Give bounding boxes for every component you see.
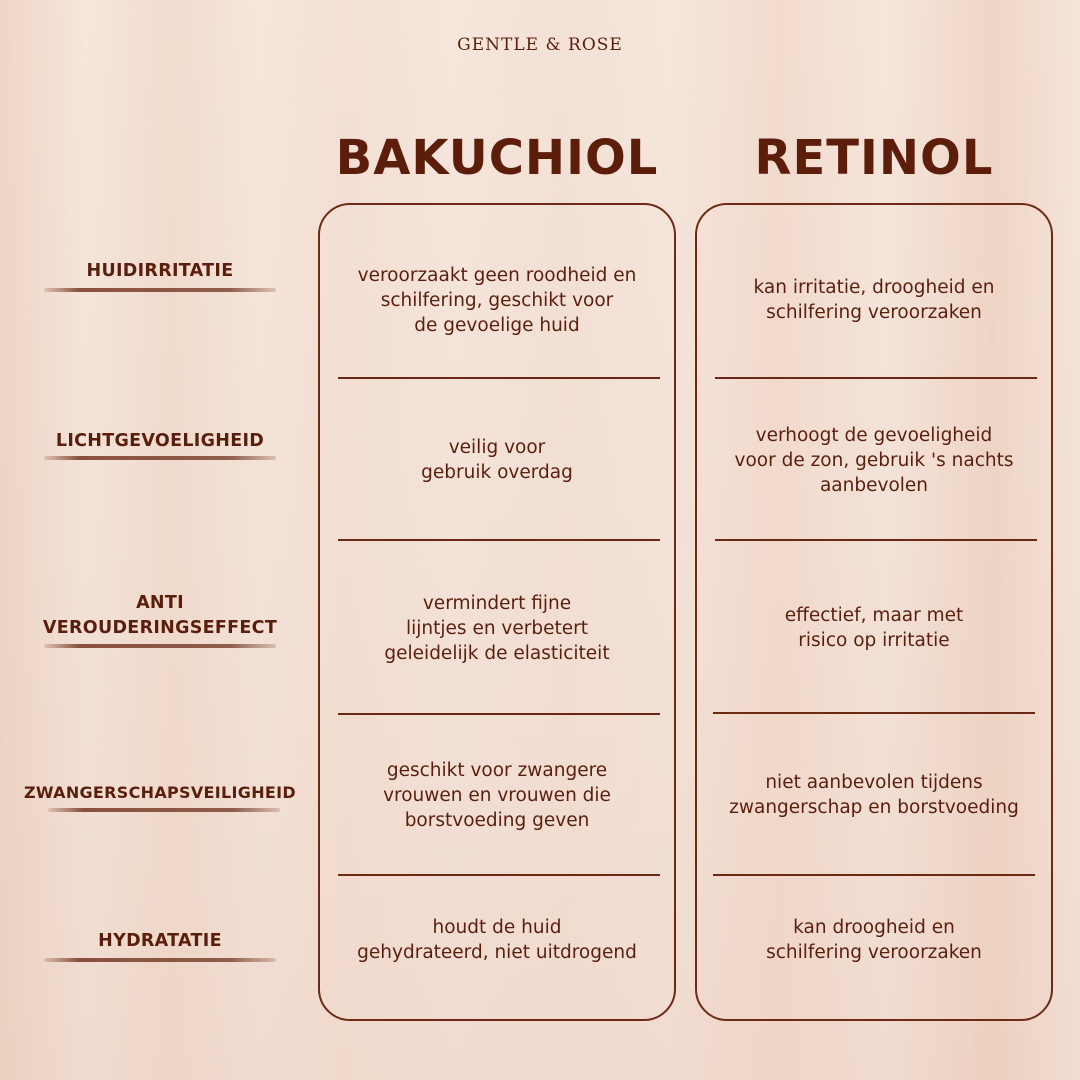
bakuchiol-cell-anti-veroudering: vermindert fijne lijntjes en verbetert geleidelijk de elasticiteit — [384, 592, 610, 664]
retinol-cell-zwangerschap: niet aanbevolen tijdens zwangerschap en borstvoeding — [729, 772, 1019, 818]
bakuchiol-cell-huidirritatie: veroorzaakt geen roodheid en schilfering, geschikt voor de gevoelige huid — [357, 264, 637, 336]
retinol-cell-huidirritatie: kan irritatie, droogheid en schilfering veroorzaken — [753, 277, 995, 323]
label-underline-stroke — [48, 808, 280, 812]
retinol-column-title: RETINOL — [754, 130, 994, 186]
bakuchiol-cell-lichtgevoeligheid: veilig voor gebruik overdag — [421, 437, 573, 483]
row-label-lichtgevoeligheid: LICHTGEVOELIGHEID — [55, 431, 265, 451]
retinol-cell-hydratatie: kan droogheid en schilfering veroorzaken — [766, 917, 982, 963]
retinol-cell-anti-veroudering: effectief, maar met risico op irritatie — [784, 605, 964, 651]
retinol-panel — [695, 203, 1053, 1021]
row-label-anti-verouderingseffect: ANTI VEROUDERINGSEFFECT — [42, 593, 278, 638]
bakuchiol-column-title: BAKUCHIOL — [335, 130, 659, 186]
brand-logo-text: GENTLE & ROSE — [457, 35, 623, 55]
label-underline-stroke — [44, 288, 276, 292]
bakuchiol-cell-zwangerschap: geschikt voor zwangere vrouwen en vrouwen die borstvoeding geven — [383, 759, 611, 831]
bakuchiol-cell-hydratatie: houdt de huid gehydrateerd, niet uitdrogend — [357, 917, 637, 963]
row-label-huidirritatie: HUIDIRRITATIE — [86, 261, 234, 281]
label-underline-stroke — [44, 644, 276, 648]
row-label-hydratatie: HYDRATATIE — [98, 931, 222, 951]
label-underline-stroke — [44, 958, 276, 962]
row-divider — [713, 712, 1035, 714]
row-label-zwangerschapsveiligheid: ZWANGERSCHAPSVEILIGHEID — [24, 783, 296, 802]
retinol-cell-lichtgevoeligheid: verhoogt de gevoeligheid voor de zon, gebruik 's nachts aanbevolen — [734, 424, 1014, 496]
bakuchiol-panel — [318, 203, 676, 1021]
label-underline-stroke — [44, 456, 276, 460]
